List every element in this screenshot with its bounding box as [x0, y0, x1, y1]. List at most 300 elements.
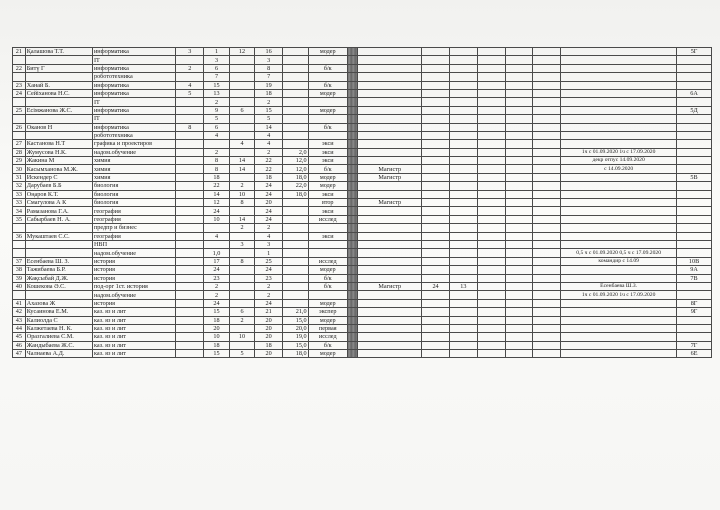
cell-h3 — [229, 282, 255, 290]
cell-mag — [358, 98, 422, 106]
empty-cell — [505, 140, 533, 148]
cell-cls — [677, 131, 712, 139]
empty-cell — [533, 341, 561, 349]
empty-cell — [533, 308, 561, 316]
cell-tot: 21 — [255, 308, 283, 316]
cell-h2: 24 — [204, 266, 230, 274]
cell-deg: экспер — [308, 308, 347, 316]
empty-cell — [533, 199, 561, 207]
cell-h3 — [229, 148, 255, 156]
cell-x1 — [422, 73, 450, 81]
cell-deg: модер — [308, 316, 347, 324]
cell-subj: география — [92, 207, 175, 215]
cell-h1 — [176, 249, 204, 257]
cell-x1 — [422, 140, 450, 148]
shaded-column-cell — [347, 299, 357, 307]
cell-note — [561, 266, 677, 274]
cell-x1 — [422, 291, 450, 299]
cell-x2 — [449, 249, 477, 257]
cell-h1 — [176, 207, 204, 215]
cell-note: с 14.09.2020 — [561, 165, 677, 173]
empty-cell — [477, 64, 505, 72]
cell-n: 24 — [13, 89, 26, 97]
empty-cell — [505, 232, 533, 240]
cell-h1 — [176, 308, 204, 316]
cell-dec: 15,0 — [283, 341, 309, 349]
cell-tot: 2 — [255, 148, 283, 156]
cell-h1 — [176, 157, 204, 165]
cell-cls — [677, 165, 712, 173]
table-row — [13, 64, 712, 72]
empty-cell — [533, 182, 561, 190]
empty-cell — [533, 48, 561, 56]
table-row — [13, 291, 712, 299]
cell-h1: 3 — [176, 48, 204, 56]
cell-note — [561, 333, 677, 341]
empty-cell — [505, 73, 533, 81]
cell-name — [25, 240, 92, 248]
empty-cell — [505, 341, 533, 349]
cell-note — [561, 316, 677, 324]
cell-note — [561, 115, 677, 123]
shaded-column-cell — [347, 56, 357, 64]
cell-dec — [283, 207, 309, 215]
empty-cell — [477, 165, 505, 173]
cell-note — [561, 207, 677, 215]
cell-h3: 14 — [229, 165, 255, 173]
cell-deg — [308, 249, 347, 257]
cell-cls: 9А — [677, 266, 712, 274]
cell-x2 — [449, 165, 477, 173]
cell-cls: 7Г — [677, 341, 712, 349]
cell-h3: 12 — [229, 48, 255, 56]
cell-tot: 20 — [255, 316, 283, 324]
cell-mag — [358, 299, 422, 307]
cell-h3 — [229, 341, 255, 349]
shaded-column-cell — [347, 341, 357, 349]
cell-subj: биология — [92, 182, 175, 190]
cell-mag — [358, 123, 422, 131]
cell-subj: биология — [92, 190, 175, 198]
shaded-column-cell — [347, 81, 357, 89]
shaded-column-cell — [347, 274, 357, 282]
cell-x1 — [422, 308, 450, 316]
empty-cell — [505, 98, 533, 106]
cell-deg: экси — [308, 207, 347, 215]
cell-h2: 1 — [204, 48, 230, 56]
empty-cell — [505, 324, 533, 332]
cell-h2: 15 — [204, 350, 230, 358]
cell-x1 — [422, 157, 450, 165]
cell-subj: IT — [92, 115, 175, 123]
cell-x2 — [449, 148, 477, 156]
cell-n: 36 — [13, 232, 26, 240]
cell-tot: 16 — [255, 48, 283, 56]
cell-tot: 24 — [255, 207, 283, 215]
cell-dec — [283, 282, 309, 290]
empty-cell — [505, 48, 533, 56]
empty-cell — [477, 291, 505, 299]
cell-deg: модер — [308, 48, 347, 56]
cell-subj: каз. яз и лит — [92, 350, 175, 358]
empty-cell — [505, 173, 533, 181]
cell-mag — [358, 73, 422, 81]
cell-deg: модер — [308, 173, 347, 181]
cell-dec — [283, 48, 309, 56]
cell-x2 — [449, 199, 477, 207]
cell-note — [561, 73, 677, 81]
cell-h2 — [204, 224, 230, 232]
empty-cell — [533, 131, 561, 139]
cell-note — [561, 224, 677, 232]
cell-h3: 5 — [229, 350, 255, 358]
cell-n: 29 — [13, 157, 26, 165]
cell-tot: 2 — [255, 98, 283, 106]
shaded-column-cell — [347, 131, 357, 139]
cell-note — [561, 56, 677, 64]
cell-h3: 6 — [229, 308, 255, 316]
cell-mag — [358, 350, 422, 358]
cell-cls — [677, 291, 712, 299]
cell-n: 45 — [13, 333, 26, 341]
cell-subj: химия — [92, 157, 175, 165]
cell-note — [561, 324, 677, 332]
table-row — [13, 240, 712, 248]
cell-x2 — [449, 333, 477, 341]
cell-h1 — [176, 148, 204, 156]
cell-x2 — [449, 73, 477, 81]
empty-cell — [505, 266, 533, 274]
cell-tot: 4 — [255, 131, 283, 139]
empty-cell — [505, 215, 533, 223]
shaded-column-cell — [347, 89, 357, 97]
cell-h3 — [229, 123, 255, 131]
cell-n: 22 — [13, 64, 26, 72]
shaded-column-cell — [347, 140, 357, 148]
shaded-column-cell — [347, 73, 357, 81]
table-row — [13, 282, 712, 290]
cell-name: Оканов Н — [25, 123, 92, 131]
cell-h2: 24 — [204, 207, 230, 215]
cell-x1 — [422, 48, 450, 56]
cell-n: 42 — [13, 308, 26, 316]
cell-name — [25, 98, 92, 106]
shaded-column-cell — [347, 182, 357, 190]
cell-cls: 9Г — [677, 308, 712, 316]
empty-cell — [477, 148, 505, 156]
cell-dec — [283, 257, 309, 265]
cell-note — [561, 215, 677, 223]
cell-tot: 24 — [255, 299, 283, 307]
empty-cell — [505, 257, 533, 265]
cell-note — [561, 240, 677, 248]
cell-note — [561, 299, 677, 307]
cell-h2 — [204, 140, 230, 148]
cell-name — [25, 249, 92, 257]
empty-cell — [477, 131, 505, 139]
cell-x2 — [449, 207, 477, 215]
cell-cls — [677, 123, 712, 131]
cell-x2 — [449, 308, 477, 316]
cell-x1 — [422, 106, 450, 114]
cell-mag — [358, 115, 422, 123]
empty-cell — [533, 98, 561, 106]
empty-cell — [477, 98, 505, 106]
cell-x1 — [422, 81, 450, 89]
cell-n — [13, 73, 26, 81]
cell-subj: надом.обучение — [92, 249, 175, 257]
cell-dec: 18,0 — [283, 350, 309, 358]
empty-cell — [505, 190, 533, 198]
empty-cell — [533, 224, 561, 232]
cell-n — [13, 131, 26, 139]
cell-mag — [358, 291, 422, 299]
table-row — [13, 350, 712, 358]
cell-x2 — [449, 173, 477, 181]
cell-subj: каз. яз и лит — [92, 316, 175, 324]
cell-cls — [677, 157, 712, 165]
cell-h1: 2 — [176, 64, 204, 72]
cell-tot: 15 — [255, 106, 283, 114]
cell-name: Чалнаева А.Д. — [25, 350, 92, 358]
cell-cls — [677, 64, 712, 72]
cell-name: Битү Г — [25, 64, 92, 72]
cell-name: Жакина М — [25, 157, 92, 165]
cell-note: 1ч с 01.09.2020 1ч с 17.09.2020 — [561, 148, 677, 156]
cell-name: Дарубаев Б.Б — [25, 182, 92, 190]
empty-cell — [477, 308, 505, 316]
cell-mag — [358, 207, 422, 215]
cell-x2 — [449, 240, 477, 248]
cell-h1 — [176, 274, 204, 282]
empty-cell — [505, 123, 533, 131]
cell-h2: 2 — [204, 98, 230, 106]
cell-subj: робототехника — [92, 73, 175, 81]
cell-mag — [358, 324, 422, 332]
cell-note: Есенбаева Ш.З. — [561, 282, 677, 290]
cell-h2 — [204, 240, 230, 248]
empty-cell — [477, 350, 505, 358]
cell-dec — [283, 199, 309, 207]
cell-dec — [283, 266, 309, 274]
cell-h3: 2 — [229, 182, 255, 190]
cell-deg — [308, 291, 347, 299]
empty-cell — [505, 89, 533, 97]
cell-note — [561, 123, 677, 131]
cell-deg: модер — [308, 106, 347, 114]
cell-cls — [677, 232, 712, 240]
cell-name: Жақсыбай Д.Ж. — [25, 274, 92, 282]
cell-tot: 20 — [255, 333, 283, 341]
empty-cell — [533, 274, 561, 282]
cell-h3: 10 — [229, 190, 255, 198]
cell-n: 26 — [13, 123, 26, 131]
empty-cell — [533, 115, 561, 123]
empty-cell — [505, 115, 533, 123]
empty-cell — [533, 140, 561, 148]
empty-cell — [477, 207, 505, 215]
cell-note — [561, 199, 677, 207]
cell-name — [25, 56, 92, 64]
cell-mag — [358, 56, 422, 64]
cell-name: Жумусова Н.К. — [25, 148, 92, 156]
empty-cell — [533, 207, 561, 215]
cell-cls — [677, 333, 712, 341]
cell-cls — [677, 207, 712, 215]
table-row — [13, 165, 712, 173]
cell-n: 25 — [13, 106, 26, 114]
cell-x1 — [422, 148, 450, 156]
cell-x2 — [449, 140, 477, 148]
cell-dec — [283, 140, 309, 148]
cell-x2 — [449, 190, 477, 198]
shaded-column-cell — [347, 165, 357, 173]
cell-x2 — [449, 115, 477, 123]
cell-tot: 22 — [255, 165, 283, 173]
cell-cls — [677, 316, 712, 324]
cell-dec — [283, 224, 309, 232]
cell-deg: б/к — [308, 123, 347, 131]
cell-n — [13, 240, 26, 248]
cell-dec — [283, 56, 309, 64]
cell-h3 — [229, 232, 255, 240]
empty-cell — [477, 157, 505, 165]
cell-h3: 2 — [229, 224, 255, 232]
cell-h3 — [229, 115, 255, 123]
cell-dec — [283, 81, 309, 89]
cell-deg — [308, 131, 347, 139]
cell-deg — [308, 56, 347, 64]
cell-h1 — [176, 106, 204, 114]
cell-x2 — [449, 81, 477, 89]
cell-x2 — [449, 98, 477, 106]
cell-note — [561, 81, 677, 89]
table-row — [13, 140, 712, 148]
cell-h1 — [176, 341, 204, 349]
cell-h2: 24 — [204, 299, 230, 307]
cell-h2: 13 — [204, 89, 230, 97]
cell-subj: история — [92, 257, 175, 265]
shaded-column-cell — [347, 64, 357, 72]
cell-x1 — [422, 131, 450, 139]
cell-h2: 10 — [204, 215, 230, 223]
cell-x1 — [422, 182, 450, 190]
cell-deg: экси — [308, 232, 347, 240]
cell-n: 38 — [13, 266, 26, 274]
cell-deg: модер — [308, 266, 347, 274]
cell-tot: 20 — [255, 324, 283, 332]
cell-deg: исслед — [308, 215, 347, 223]
empty-cell — [477, 190, 505, 198]
cell-h2: 8 — [204, 157, 230, 165]
cell-note — [561, 182, 677, 190]
shaded-column-cell — [347, 266, 357, 274]
cell-x1 — [422, 215, 450, 223]
shaded-column-cell — [347, 333, 357, 341]
table-row — [13, 333, 712, 341]
cell-x1 — [422, 274, 450, 282]
table-row — [13, 98, 712, 106]
cell-tot: 22 — [255, 157, 283, 165]
empty-cell — [477, 266, 505, 274]
cell-note: 1ч с 01.09.2020 1ч с 17.09.2020 — [561, 291, 677, 299]
cell-cls — [677, 81, 712, 89]
empty-cell — [477, 199, 505, 207]
cell-mag — [358, 308, 422, 316]
empty-cell — [533, 64, 561, 72]
cell-dec: 2,0 — [283, 148, 309, 156]
table-row — [13, 266, 712, 274]
empty-cell — [477, 106, 505, 114]
empty-cell — [505, 274, 533, 282]
table-row — [13, 157, 712, 165]
cell-tot: 5 — [255, 115, 283, 123]
cell-deg — [308, 115, 347, 123]
empty-cell — [477, 341, 505, 349]
shaded-column-cell — [347, 106, 357, 114]
cell-cls — [677, 224, 712, 232]
cell-x1 — [422, 190, 450, 198]
cell-h1 — [176, 291, 204, 299]
cell-cls — [677, 324, 712, 332]
cell-x2 — [449, 106, 477, 114]
cell-name — [25, 131, 92, 139]
cell-name: Оңаров К.Т. — [25, 190, 92, 198]
cell-cls — [677, 249, 712, 257]
cell-subj: каз. яз и лит — [92, 308, 175, 316]
cell-name: Есенбаева Ш. З. — [25, 257, 92, 265]
cell-note — [561, 48, 677, 56]
table-row — [13, 341, 712, 349]
cell-h3 — [229, 73, 255, 81]
cell-dec — [283, 64, 309, 72]
shaded-column-cell — [347, 240, 357, 248]
cell-cls: 6А — [677, 89, 712, 97]
cell-n: 40 — [13, 282, 26, 290]
empty-cell — [505, 291, 533, 299]
cell-h2: 22 — [204, 182, 230, 190]
cell-dec: 15,0 — [283, 316, 309, 324]
cell-x1 — [422, 224, 450, 232]
cell-cls: 5Д — [677, 106, 712, 114]
table-row — [13, 308, 712, 316]
empty-cell — [505, 148, 533, 156]
cell-cls: 5Г — [677, 48, 712, 56]
cell-dec — [283, 215, 309, 223]
cell-n: 32 — [13, 182, 26, 190]
cell-dec: 22,0 — [283, 182, 309, 190]
cell-dec — [283, 274, 309, 282]
cell-note — [561, 173, 677, 181]
cell-h2: 1,0 — [204, 249, 230, 257]
table-row — [13, 173, 712, 181]
cell-name: Смагулова А К — [25, 199, 92, 207]
cell-h2: 18 — [204, 316, 230, 324]
cell-dec: 18,0 — [283, 190, 309, 198]
cell-x2 — [449, 316, 477, 324]
cell-cls — [677, 215, 712, 223]
cell-cls — [677, 115, 712, 123]
empty-cell — [505, 316, 533, 324]
cell-mag — [358, 131, 422, 139]
cell-mag — [358, 274, 422, 282]
cell-note — [561, 131, 677, 139]
cell-x2 — [449, 224, 477, 232]
table-body — [13, 48, 712, 358]
cell-name: Жандыбаева Ж.С. — [25, 341, 92, 349]
cell-name: Калжетаева Н. К. — [25, 324, 92, 332]
empty-cell — [477, 282, 505, 290]
